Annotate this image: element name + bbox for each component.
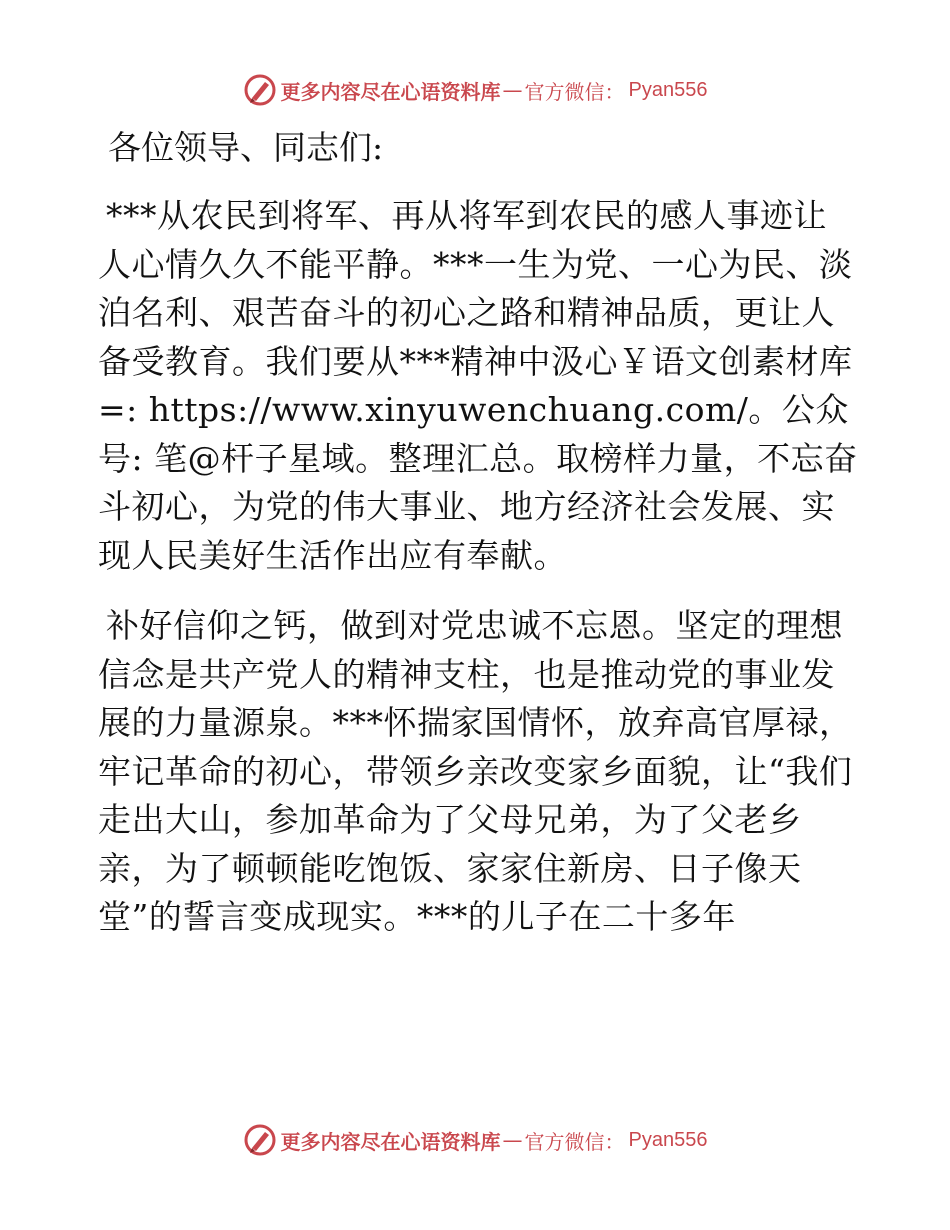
banner-separator: — <box>502 1128 523 1152</box>
banner-wechat-label: 官方微信： <box>524 1129 625 1154</box>
banner-wechat-label: 官方微信： <box>524 79 625 104</box>
document-body <box>98 124 858 964</box>
pen-logo-icon <box>243 1123 277 1157</box>
banner-slogan: 更多内容尽在心语资料库 <box>280 1129 501 1154</box>
paragraph-2: 补好信仰之钙，做到对党忠诚不忘恩。坚定的理想信念是共产党人的精神支柱，也是推动党的事业发展的力量源泉。***怀揣家国情怀，放弃高官厚禄，牢记革命的初心，带领乡亲改变家乡面貌，让“我们走出大山，参加革命为了父母兄弟，为了父老乡亲，为了顿顿能吃饱饭、家家住新房、日子像天堂”的誓言变成现实。***的儿子在二十多年 <box>98 606 853 936</box>
header-watermark-banner <box>0 70 950 110</box>
salutation: 各位领导、同志们: <box>108 128 384 167</box>
banner-slogan: 更多内容尽在心语资料库 <box>280 79 501 104</box>
banner-wechat-id: Pyan556 <box>628 78 708 101</box>
banner-separator: — <box>502 78 523 102</box>
banner-wechat-id: Pyan556 <box>628 1128 708 1151</box>
paragraph-1: ***从农民到将军、再从将军到农民的感人事迹让人心情久久不能平静。***一生为党、一心为民、淡泊名利、艰苦奋斗的初心之路和精神品质，更让人备受教育。我们要从***精神中汲心￥语文创素材库=: https://www.xinyuwenchuang.com/。公众号: 笔@杆子星域。整理汇总。取榜样力量，不忘奋斗初心，为党的伟大事业、地方经济社会发展、实现人民美好生活作出应有奉献。 <box>98 196 858 575</box>
pen-logo-icon <box>243 73 277 107</box>
footer-watermark-banner <box>0 1120 950 1160</box>
